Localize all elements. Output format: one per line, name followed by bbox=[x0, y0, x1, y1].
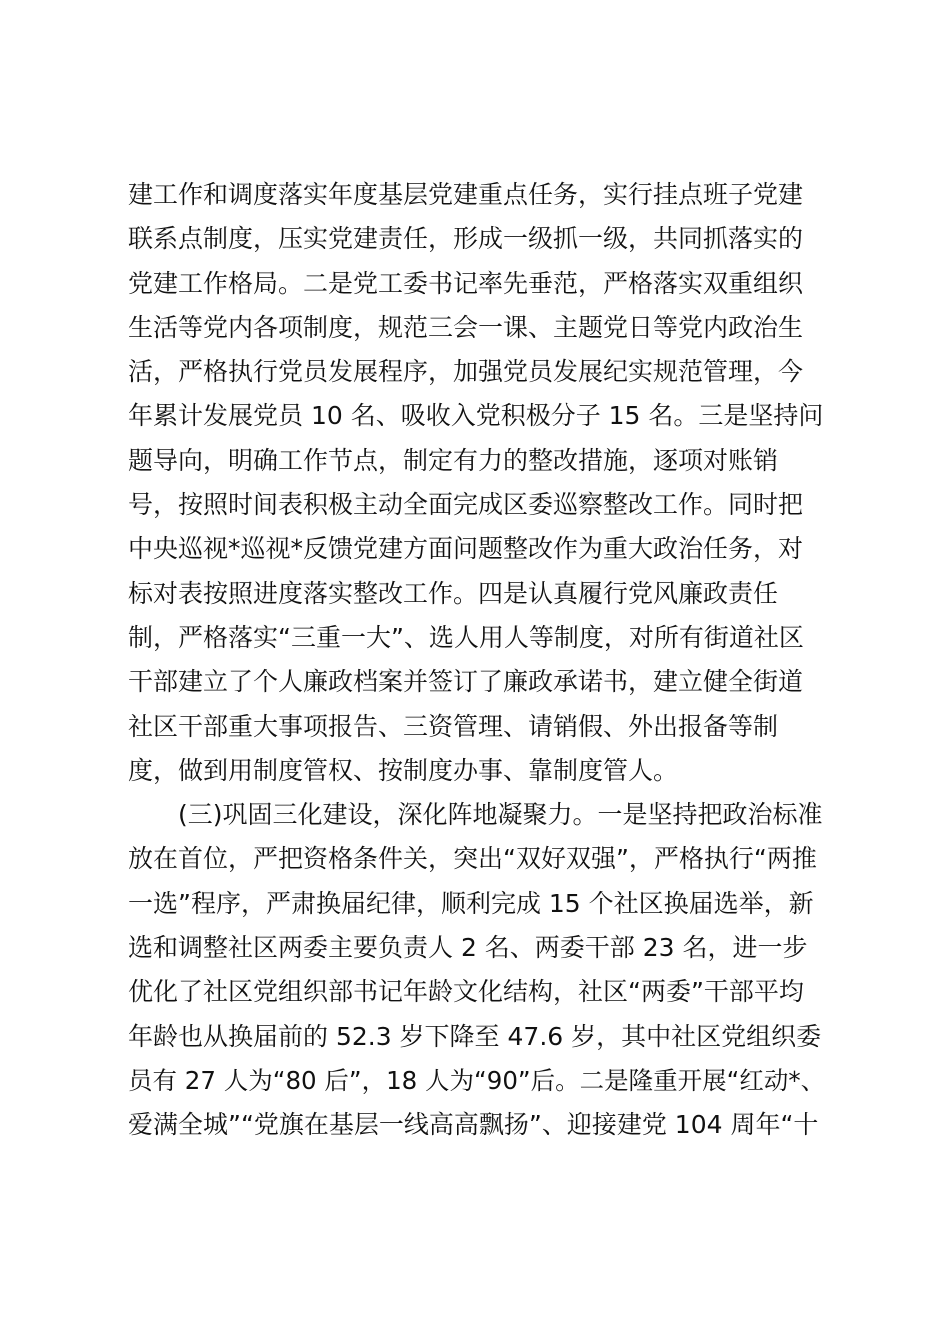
text-line: 社区干部重大事项报告、三资管理、请销假、外出报备等制 bbox=[128, 711, 779, 741]
text-line: 员有 27 人为“80 后”，18 人为“90”后。二是隆重开展“红动*、 bbox=[128, 1065, 826, 1095]
text-line: 一选”程序，严肃换届纪律，顺利完成 15 个社区换届选举，新 bbox=[128, 888, 814, 918]
text-line: 联系点制度，压实党建责任，形成一级抓一级，共同抓落实的 bbox=[128, 224, 804, 254]
text-line: 爱满全城”“党旗在基层一线高高飘扬”、迎接建党 104 周年“十 bbox=[128, 1110, 819, 1140]
text-line: 年龄也从换届前的 52.3 岁下降至 47.6 岁，其中社区党组织委 bbox=[128, 1021, 822, 1051]
text-line: 标对表按照进度落实整改工作。四是认真履行党风廉政责任 bbox=[128, 578, 779, 608]
text-line: 干部建立了个人廉政档案并签订了廉政承诺书，建立健全街道 bbox=[128, 667, 804, 697]
text-line: 活，严格执行党员发展程序，加强党员发展纪实规范管理，今 bbox=[128, 357, 804, 387]
text-line: 选和调整社区两委主要负责人 2 名、两委干部 23 名，进一步 bbox=[128, 933, 808, 963]
text-line: 年累计发展党员 10 名、吸收入党积极分子 15 名。三是坚持问 bbox=[128, 401, 824, 431]
text-line: 题导向，明确工作节点，制定有力的整改措施，逐项对账销 bbox=[128, 445, 779, 475]
text-line: 号，按照时间表积极主动全面完成区委巡察整改工作。同时把 bbox=[128, 490, 804, 520]
text-line: 放在首位，严把资格条件关，突出“双好双强”，严格执行“两推 bbox=[128, 844, 817, 874]
text-line: 制，严格落实“三重一大”、选人用人等制度，对所有街道社区 bbox=[128, 622, 804, 652]
text-line: 建工作和调度落实年度基层党建重点任务，实行挂点班子党建 bbox=[128, 180, 804, 209]
text-line: 度，做到用制度管权、按制度办事、靠制度管人。 bbox=[128, 755, 679, 785]
paragraph-start-line: (三)巩固三化建设，深化阵地凝聚力。一是坚持把政治标准 bbox=[128, 800, 823, 830]
text-line: 党建工作格局。二是党工委书记率先垂范，严格落实双重组织 bbox=[128, 268, 804, 298]
text-line: 生活等党内各项制度，规范三会一课、主题党日等党内政治生 bbox=[128, 312, 804, 342]
body-text bbox=[128, 173, 828, 1148]
text-line: 优化了社区党组织部书记年龄文化结构，社区“两委”干部平均 bbox=[128, 977, 804, 1007]
text-line: 中央巡视*巡视*反馈党建方面问题整改作为重大政治任务，对 bbox=[128, 534, 804, 564]
